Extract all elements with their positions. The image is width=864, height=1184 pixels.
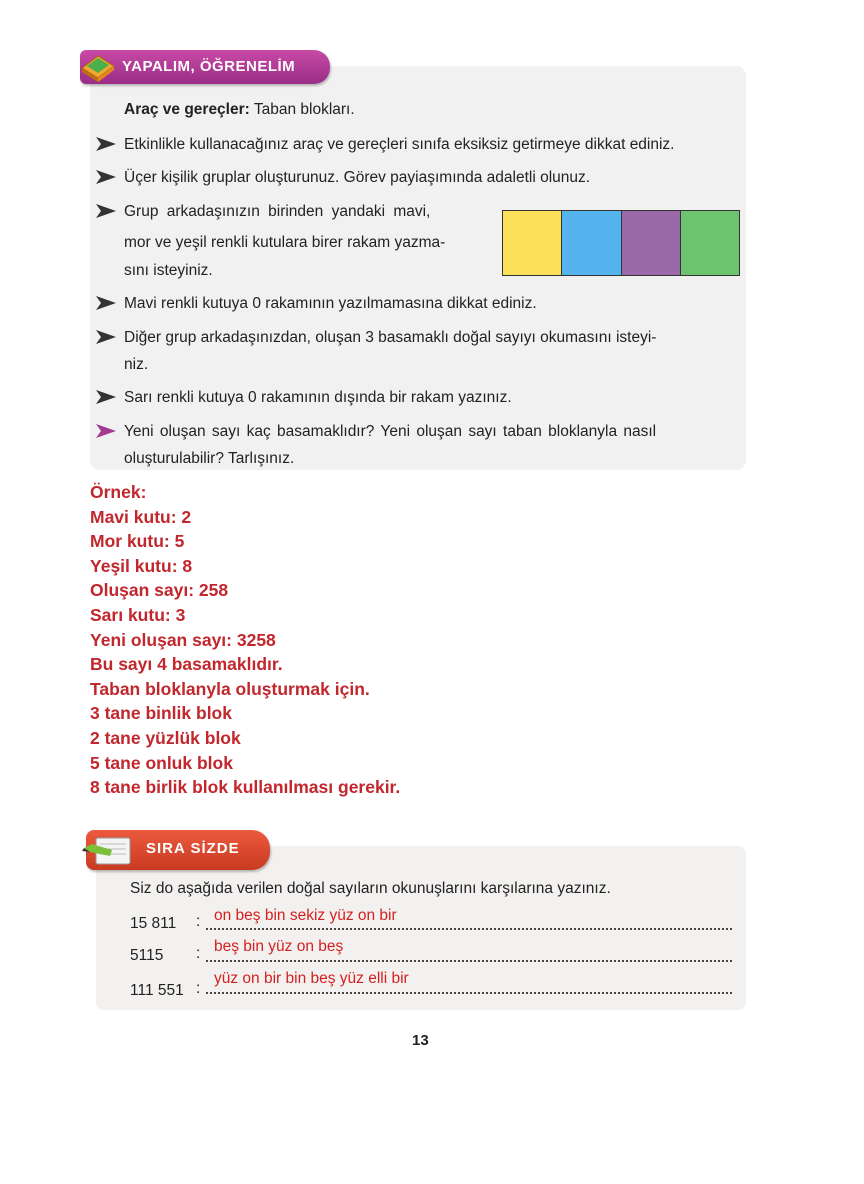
example-line: 3 tane binlik blok [90,703,232,724]
tools-value: Taban blokları. [253,101,355,118]
pencil-notebook-icon [82,834,138,868]
step-text: mor ve yeşil renkli kutulara birer rakam yazma- [124,234,446,251]
tools-label: Araç ve gereçler: [124,101,250,118]
answer-line [206,928,732,930]
arrow-bullet-icon [96,170,118,184]
colon: : [196,913,201,930]
green-box [681,211,739,275]
colon: : [196,980,201,997]
example-line: Mavi kutu: 2 [90,506,192,527]
step-text: Yeni oluşan sayı kaç basamaklıdır? Yeni oluşan sayı taban bloklanyla nasıl [124,423,657,440]
purple-box [622,211,681,275]
blue-box [562,211,621,275]
step-text: Diğer grup arkadaşınızdan, oluşan 3 basamaklı doğal sayıyı okumasını isteyi- [124,329,657,346]
step-text: Sarı renkli kutuya 0 rakamının dışında bir rakam yazınız. [124,389,512,406]
example-block [90,480,400,800]
example-line: Yeni oluşan sayı: 3258 [90,629,276,650]
example-line: Sarı kutu: 3 [90,604,186,625]
example-line: Yeşil kutu: 8 [90,555,193,576]
example-line: Taban bloklanyla oluşturmak için. [90,678,370,699]
answer-text[interactable]: yüz on bir bin beş yüz elli bir [214,970,409,987]
example-line: 2 tane yüzlük blok [90,727,241,748]
step-text: niz. [124,356,149,373]
step-text: Üçer kişilik gruplar oluşturunuz. Görev payiaşımında adaletli olunuz. [124,169,591,186]
number-label: 5115 [130,947,164,964]
page-number: 13 [412,1032,429,1049]
answer-line [206,992,732,994]
arrow-bullet-icon [96,296,118,310]
answer-text[interactable]: beş bin yüz on beş [214,938,344,955]
step-text: Mavi renkli kutuya 0 rakamının yazılmamasına dikkat ediniz. [124,295,537,312]
step-text: oluşturulabilir? Tarlışınız. [124,450,295,467]
example-line: 5 tane onluk blok [90,752,233,773]
example-line: 8 tane birlik blok kullanılması gerekir. [90,777,401,798]
color-boxes [502,210,740,276]
example-line: Örnek: [90,482,147,502]
example-line: Oluşan sayı: 258 [90,580,229,601]
step-text: sını isteyiniz. [124,262,213,279]
activity-banner [80,50,330,84]
example-line: Bu sayı 4 basamaklıdır. [90,654,283,675]
colon: : [196,945,201,962]
exercise-title: SIRA SİZDE [146,840,240,857]
step-text: Grup arkadaşınızın birinden yandaki mavi, [124,203,431,220]
arrow-bullet-icon [96,204,118,218]
exercise-instruction: Siz do aşağıda verilen doğal sayıların okunuşlarını karşılarına yazınız. [130,880,611,897]
book-icon [78,46,118,86]
number-label: 15 811 [130,915,177,932]
arrow-bullet-icon [96,424,118,438]
arrow-bullet-icon [96,137,118,151]
arrow-bullet-icon [96,330,118,344]
number-label: 111 551 [130,982,184,999]
exercise-banner [86,830,270,870]
yellow-box [503,211,562,275]
example-line: Mor kutu: 5 [90,531,185,552]
arrow-bullet-icon [96,390,118,404]
tools-line [124,101,355,119]
answer-text[interactable]: on beş bin sekiz yüz on bir [214,907,397,924]
step-text: Etkinlikle kullanacağınız araç ve gereçleri sınıfa eksiksiz getirmeye dikkat ediniz. [124,136,675,153]
answer-line [206,960,732,962]
activity-title: YAPALIM, ÖĞRENELİM [122,58,296,75]
